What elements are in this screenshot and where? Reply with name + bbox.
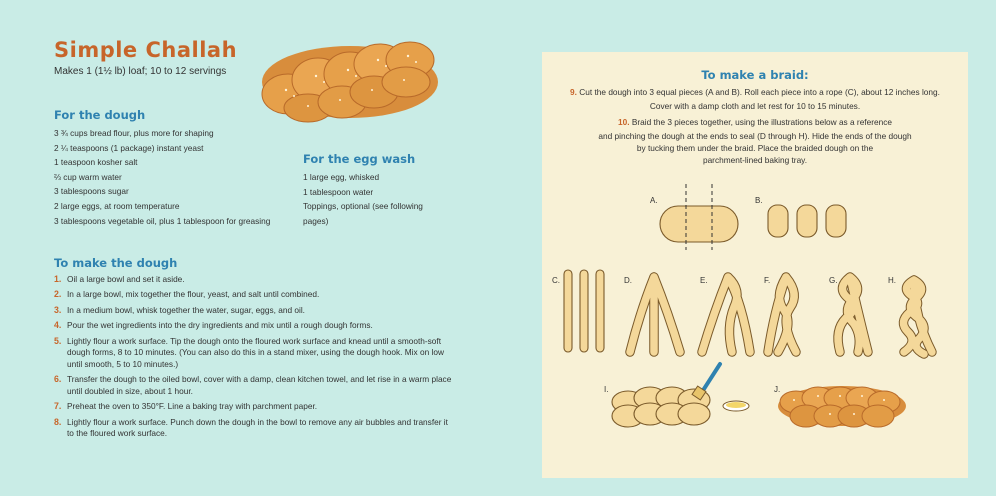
diagram-b — [755, 196, 846, 237]
dough-rope — [580, 270, 588, 352]
ingredient-item: 2 ¼ teaspoons (1 package) instant yeast — [54, 142, 204, 153]
diagram-e — [700, 276, 750, 352]
egg-wash-heading: For the egg wash — [303, 152, 416, 166]
challah-illustration — [258, 34, 442, 126]
dough-heading: For the dough — [54, 108, 146, 122]
dough-steps — [54, 274, 454, 444]
step-item — [54, 336, 454, 371]
dough-piece — [768, 205, 788, 237]
egg-wash-ingredients — [303, 170, 423, 228]
braid-panel — [542, 52, 968, 478]
baked-braid — [778, 386, 906, 427]
step-number: 4. — [54, 320, 62, 331]
ingredient-item: 3 ¾ cups bread flour, plus more for shaping — [54, 128, 214, 138]
step-10-line-2: and pinching the dough at the ends to seal (D through H). Hide the ends of the dough — [598, 131, 912, 141]
braiding-illustrations — [542, 52, 968, 478]
step-item — [54, 305, 454, 317]
step-text: Preheat the oven to 350°F. Line a baking tray with parchment paper. — [67, 401, 318, 412]
label-c: C. — [552, 276, 560, 285]
diagram-i — [604, 364, 749, 427]
step-number: 5. — [54, 335, 62, 346]
diagram-a — [650, 184, 738, 250]
label-h: H. — [888, 276, 896, 285]
dough-piece — [826, 205, 846, 237]
braid-heading: To make a braid: — [701, 68, 809, 82]
challah-loaf — [262, 42, 438, 122]
label-i: I. — [604, 385, 609, 394]
step-text: Lightly flour a work surface. Tip the dough onto the floured work surface and knead until a smooth-soft dough forms, 8 to 10 minutes. (You can also do this in a stand mixer, using the dough hook. Mix on low until smooth, 5 to 10 minutes.) — [67, 335, 444, 369]
label-a: A. — [650, 196, 658, 205]
step-text: In a medium bowl, whisk together the water, sugar, eggs, and oil. — [67, 304, 305, 315]
label-j: J. — [774, 385, 781, 394]
label-e: E. — [700, 276, 708, 285]
ingredient-item: 1 tablespoon water — [303, 186, 374, 197]
ingredient-item: 3 tablespoons sugar — [54, 186, 129, 197]
step-number: 8. — [54, 416, 62, 427]
step-text: Cut the dough into 3 equal pieces (A and B). Roll each piece into a rope (C), about 12 inches long. — [579, 87, 940, 97]
egg-wash-bowl-icon — [723, 401, 749, 411]
diagram-c — [552, 270, 604, 352]
step-number: 10. — [618, 117, 630, 127]
recipe-yield: Makes 1 (1½ lb) loaf; 10 to 12 servings — [54, 66, 227, 77]
label-g: G. — [829, 276, 838, 285]
ingredient-item: 3 tablespoons vegetable oil, plus 1 tablespoon for greasing — [54, 215, 271, 226]
step-item — [54, 417, 454, 440]
dough-ball — [660, 206, 738, 242]
step-item — [54, 289, 454, 301]
step-10-line-3: by tucking them under the braid. Place the braided dough on the — [636, 143, 874, 153]
step-number: 3. — [54, 304, 62, 315]
step-10-line-4: parchment-lined baking tray. — [702, 155, 808, 165]
step-item — [54, 320, 454, 332]
dough-rope — [564, 270, 572, 352]
label-f: F. — [764, 276, 771, 285]
ingredient-item: pages) — [303, 215, 329, 226]
ingredient-item: Toppings, optional (see following — [303, 201, 423, 212]
dough-rope — [596, 270, 604, 352]
step-number: 9. — [570, 87, 577, 97]
make-dough-heading: To make the dough — [54, 256, 178, 270]
step-text: Lightly flour a work surface. Punch down the dough in the bowl to remove any air bubbles and transfer it to the floured work surface. — [67, 416, 448, 439]
step-9-line-2: Cover with a damp cloth and let rest for 10 to 15 minutes. — [649, 101, 861, 111]
label-d: D. — [624, 276, 632, 285]
ingredient-item: 2 large eggs, at room temperature — [54, 200, 180, 211]
step-text: Oil a large bowl and set it aside. — [67, 274, 185, 284]
step-number: 7. — [54, 401, 62, 412]
dough-piece — [797, 205, 817, 237]
ingredient-item: 1 teaspoon kosher salt — [54, 157, 138, 168]
ingredient-item: ⅔ cup warm water — [54, 171, 122, 182]
step-text: In a large bowl, mix together the flour, yeast, and salt until combined. — [67, 289, 320, 300]
diagram-j — [774, 385, 906, 427]
dough-ingredients — [54, 126, 270, 228]
diagram-h — [888, 276, 932, 354]
step-item — [54, 274, 454, 286]
recipe-title: Simple Challah — [54, 38, 238, 62]
step-number: 6. — [54, 374, 62, 385]
ingredient-item: 1 large egg, whisked — [303, 172, 380, 182]
step-text: Pour the wet ingredients into the dry ingredients and mix until a rough dough forms. — [67, 320, 373, 331]
step-number: 1. — [54, 274, 62, 284]
diagram-d — [624, 276, 680, 352]
step-text: Transfer the dough to the oiled bowl, cover with a damp, clean kitchen towel, and let rise in a warm place until doubled in size, about 1 hour. — [67, 374, 452, 396]
step-item — [54, 374, 454, 397]
step-item — [54, 401, 454, 413]
step-text: Braid the 3 pieces together, using the illustrations below as a reference — [631, 117, 892, 127]
diagram-g — [829, 276, 868, 352]
label-b: B. — [755, 196, 763, 205]
step-number: 2. — [54, 289, 62, 300]
diagram-f — [764, 276, 796, 352]
